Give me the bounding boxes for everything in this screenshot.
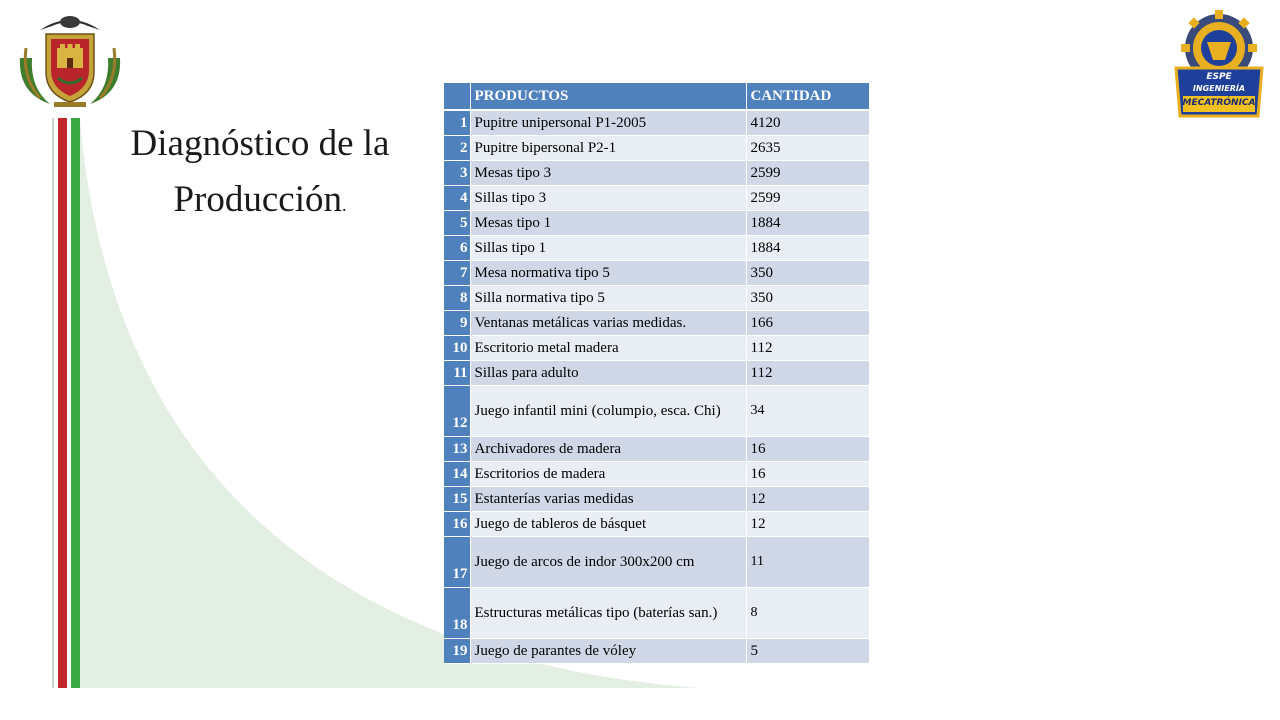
product-name: Pupitre unipersonal P1-2005 (470, 110, 746, 136)
products-table (444, 83, 870, 664)
row-number: 18 (444, 588, 470, 639)
product-name: Estanterías varias medidas (470, 487, 746, 512)
row-number: 15 (444, 487, 470, 512)
title-suffix: . (342, 195, 347, 215)
mecatronica-logo (1170, 6, 1268, 118)
table-row (444, 639, 869, 664)
decor-red-bar (58, 118, 67, 688)
row-number: 13 (444, 437, 470, 462)
product-quantity: 112 (746, 361, 869, 386)
product-name: Juego infantil mini (columpio, esca. Chi) (470, 386, 746, 437)
product-quantity: 16 (746, 462, 869, 487)
row-number: 11 (444, 361, 470, 386)
row-number: 2 (444, 136, 470, 161)
product-quantity: 350 (746, 261, 869, 286)
header-index (444, 83, 470, 110)
product-quantity: 2599 (746, 161, 869, 186)
product-name: Silla normativa tipo 5 (470, 286, 746, 311)
decor-green-bar (71, 118, 80, 688)
header-quantity: CANTIDAD (746, 83, 869, 110)
product-name: Archivadores de madera (470, 437, 746, 462)
row-number: 3 (444, 161, 470, 186)
product-quantity: 11 (746, 537, 869, 588)
product-quantity: 166 (746, 311, 869, 336)
row-number: 10 (444, 336, 470, 361)
product-name: Pupitre bipersonal P2-1 (470, 136, 746, 161)
table-row (444, 136, 869, 161)
row-number: 8 (444, 286, 470, 311)
table-row (444, 161, 869, 186)
title-line-1: Diagnóstico de la (130, 123, 390, 164)
product-name: Escritorios de madera (470, 462, 746, 487)
table-row (444, 211, 869, 236)
row-number: 7 (444, 261, 470, 286)
table-row (444, 361, 869, 386)
logo-text-ingenieria: INGENIERÍA (1192, 84, 1246, 93)
table-row (444, 110, 869, 136)
product-quantity: 5 (746, 639, 869, 664)
title-line-2 (100, 172, 420, 233)
decor-thin-line (52, 118, 54, 688)
row-number: 19 (444, 639, 470, 664)
product-name: Juego de parantes de vóley (470, 639, 746, 664)
table-row (444, 186, 869, 211)
product-quantity: 112 (746, 336, 869, 361)
table-row (444, 462, 869, 487)
product-name: Ventanas metálicas varias medidas. (470, 311, 746, 336)
product-quantity: 16 (746, 437, 869, 462)
title-line-2-text: Producción (173, 179, 343, 220)
table-row (444, 336, 869, 361)
product-name: Escritorio metal madera (470, 336, 746, 361)
table-row (444, 286, 869, 311)
row-number: 17 (444, 537, 470, 588)
product-name: Sillas tipo 3 (470, 186, 746, 211)
row-number: 16 (444, 512, 470, 537)
product-name: Juego de arcos de indor 300x200 cm (470, 537, 746, 588)
product-quantity: 12 (746, 512, 869, 537)
table-row (444, 261, 869, 286)
product-name: Mesa normativa tipo 5 (470, 261, 746, 286)
row-number: 6 (444, 236, 470, 261)
row-number: 9 (444, 311, 470, 336)
table-row (444, 311, 869, 336)
product-name: Juego de tableros de básquet (470, 512, 746, 537)
row-number: 14 (444, 462, 470, 487)
product-quantity: 1884 (746, 211, 869, 236)
logo-text-mecatronica: MECATRÓNICA (1182, 98, 1256, 108)
row-number: 5 (444, 211, 470, 236)
table-header-row (444, 83, 869, 110)
product-quantity: 2635 (746, 136, 869, 161)
product-name: Mesas tipo 3 (470, 161, 746, 186)
product-name: Estructuras metálicas tipo (baterías san.) (470, 588, 746, 639)
table-row (444, 512, 869, 537)
product-quantity: 4120 (746, 110, 869, 136)
product-quantity: 12 (746, 487, 869, 512)
page-title (100, 116, 420, 233)
table-row (444, 386, 869, 437)
table-row (444, 537, 869, 588)
product-quantity: 2599 (746, 186, 869, 211)
table-row (444, 588, 869, 639)
table-row (444, 487, 869, 512)
product-quantity: 8 (746, 588, 869, 639)
table-row (444, 437, 869, 462)
header-products: PRODUCTOS (470, 83, 746, 110)
product-name: Sillas para adulto (470, 361, 746, 386)
coat-of-arms-logo (10, 8, 130, 108)
product-name: Sillas tipo 1 (470, 236, 746, 261)
row-number: 12 (444, 386, 470, 437)
product-name: Mesas tipo 1 (470, 211, 746, 236)
row-number: 4 (444, 186, 470, 211)
product-quantity: 34 (746, 386, 869, 437)
product-quantity: 350 (746, 286, 869, 311)
product-quantity: 1884 (746, 236, 869, 261)
row-number: 1 (444, 110, 470, 136)
logo-text-espe: ESPE (1206, 72, 1232, 82)
table-row (444, 236, 869, 261)
